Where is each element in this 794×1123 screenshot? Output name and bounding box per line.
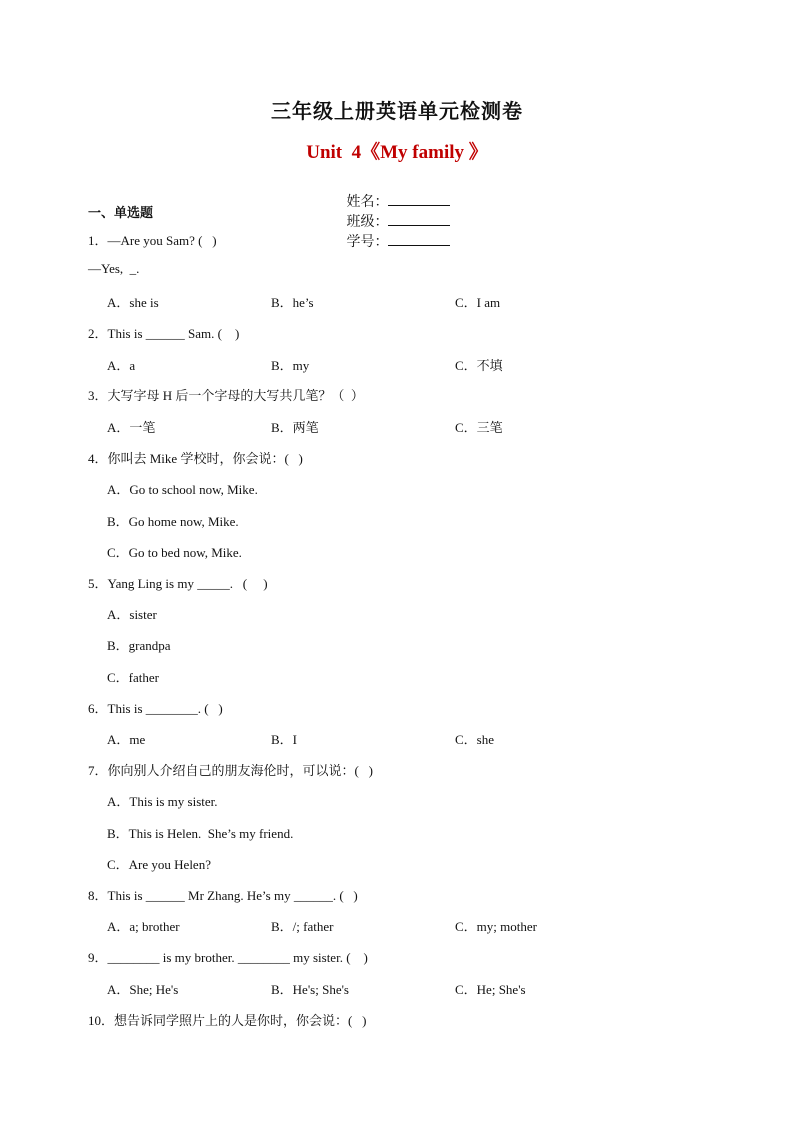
question-3-option-a[interactable]: A．一笔 — [107, 420, 156, 435]
question-1-option-b[interactable]: B．he’s — [271, 295, 314, 310]
question-8-option-b[interactable]: B．/; father — [271, 919, 334, 934]
question-4-option-a[interactable]: A．Go to school now, Mike. — [107, 482, 258, 497]
page-title: 三年级上册英语单元检测卷 — [271, 99, 523, 123]
question-1-option-a[interactable]: A．she is — [107, 295, 159, 310]
name-blank[interactable] — [388, 193, 450, 206]
class-label: 班级： — [346, 214, 389, 230]
name-label: 姓名： — [346, 194, 389, 210]
question-3-option-c[interactable]: C．三笔 — [455, 420, 503, 435]
question-2-option-b[interactable]: B．my — [271, 358, 310, 373]
question-3-option-b[interactable]: B．两笔 — [271, 420, 319, 435]
question-1-option-c[interactable]: C．I am — [455, 295, 501, 310]
class-blank[interactable] — [388, 213, 450, 226]
question-4-stem: 4．你叫去 Mike 学校时，你会说：( ) — [88, 451, 303, 466]
question-5-option-b[interactable]: B．grandpa — [107, 638, 171, 653]
question-5-stem: 5．Yang Ling is my _____. ( ) — [88, 576, 268, 591]
section-heading: 一、单选题 — [88, 206, 154, 221]
question-9-option-a[interactable]: A．She; He's — [107, 982, 179, 997]
question-9-stem: 9．________ is my brother. ________ my sister. ( ) — [88, 950, 368, 965]
question-7-stem: 7．你向别人介绍自己的朋友海伦时，可以说：( ) — [88, 763, 373, 778]
unit-subtitle: Unit 4《My family 》 — [306, 142, 488, 163]
question-7-option-a[interactable]: A．This is my sister. — [107, 794, 218, 809]
question-9-option-c[interactable]: C．He; She's — [455, 982, 526, 997]
id-label: 学号： — [346, 234, 389, 250]
question-2-option-a[interactable]: A．a — [107, 358, 136, 373]
question-5-option-c[interactable]: C．father — [107, 670, 159, 685]
question-8-stem: 8．This is ______ Mr Zhang. He’s my ______. ( ) — [88, 888, 358, 903]
question-4-option-c[interactable]: C．Go to bed now, Mike. — [107, 545, 242, 560]
question-6-option-a[interactable]: A．me — [107, 732, 146, 747]
question-6-option-b[interactable]: B．I — [271, 732, 298, 747]
question-7-option-c[interactable]: C．Are you Helen? — [107, 857, 211, 872]
question-5-option-a[interactable]: A．sister — [107, 607, 157, 622]
question-1-stem: 1．—Are you Sam? ( ) — [88, 233, 217, 248]
question-8-option-c[interactable]: C．my; mother — [455, 919, 537, 934]
question-6-option-c[interactable]: C．she — [455, 732, 495, 747]
question-10-stem: 10．想告诉同学照片上的人是你时，你会说：( ) — [88, 1013, 367, 1028]
question-4-option-b[interactable]: B．Go home now, Mike. — [107, 514, 239, 529]
question-1-extra: —Yes, _. — [88, 261, 140, 276]
question-7-option-b[interactable]: B．This is Helen. She’s my friend. — [107, 826, 294, 841]
question-9-option-b[interactable]: B．He's; She's — [271, 982, 349, 997]
question-2-stem: 2．This is ______ Sam. ( ) — [88, 326, 240, 341]
question-6-stem: 6．This is ________. ( ) — [88, 701, 223, 716]
id-blank[interactable] — [388, 233, 450, 246]
question-8-option-a[interactable]: A．a; brother — [107, 919, 180, 934]
question-2-option-c[interactable]: C．不填 — [455, 358, 503, 373]
question-3-stem: 3．大写字母 H 后一个字母的大写共几笔？（ ） — [88, 388, 364, 403]
